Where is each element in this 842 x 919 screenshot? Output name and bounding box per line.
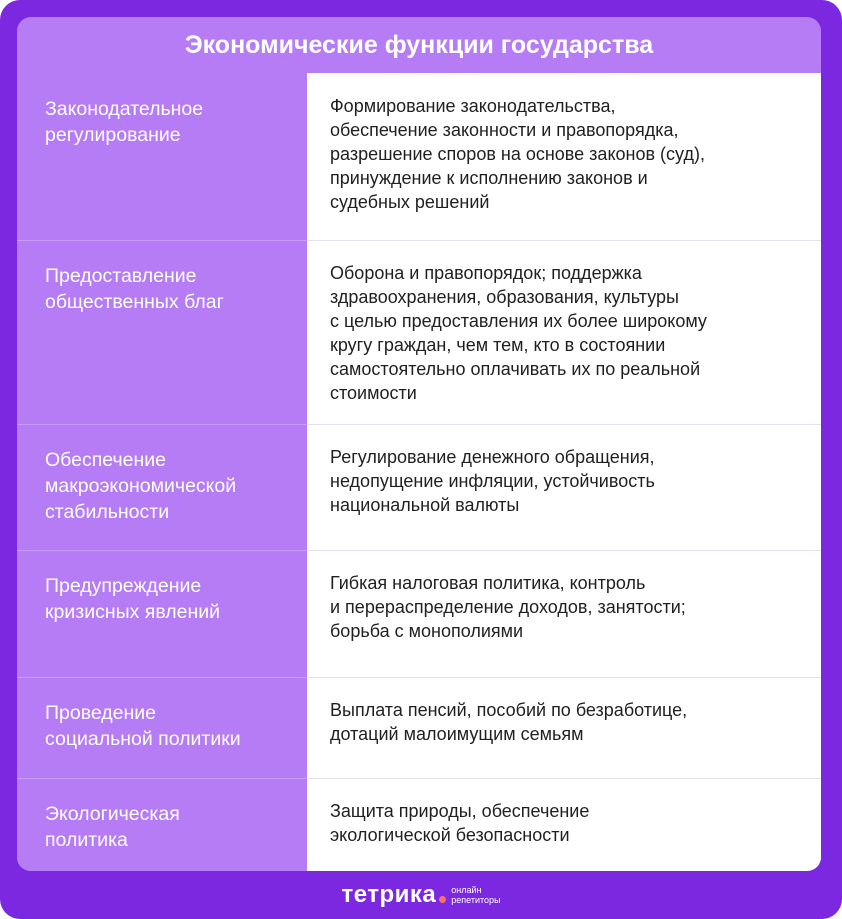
row-divider — [17, 550, 307, 551]
function-description: Регулирование денежного обращения, недопущение инфляции, устойчивость национальной валюты — [307, 424, 821, 550]
logo-tagline: онлайн репетиторы — [451, 885, 501, 905]
function-description: Защита природы, обеспечение экологической безопасности — [307, 778, 821, 871]
table-row — [17, 550, 821, 677]
function-name: Предоставление общественных благ — [17, 240, 307, 424]
table-row — [17, 73, 821, 240]
table-title: Экономические функции государства — [17, 17, 821, 73]
table-row — [17, 677, 821, 778]
function-description: Гибкая налоговая политика, контроль и перераспределение доходов, занятости; борьба с монополиями — [307, 550, 821, 677]
row-divider — [307, 677, 821, 678]
functions-table — [17, 73, 821, 871]
table-row — [17, 778, 821, 871]
row-divider — [307, 550, 821, 551]
row-divider — [17, 677, 307, 678]
function-name: Обеспечение макроэкономической стабильности — [17, 424, 307, 550]
function-description: Формирование законодательства, обеспечение законности и правопорядка, разрешение споров на основе законов (суд), принуждение к исполнению законов и судебных решений — [307, 73, 821, 240]
row-divider — [307, 240, 821, 241]
row-divider — [307, 424, 821, 425]
function-description: Оборона и правопорядок; поддержка здравоохранения, образования, культуры с целью предоставления их более широкому кругу граждан, чем тем, кто в состоянии самостоятельно оплачивать их по реальной стоимости — [307, 240, 821, 424]
function-name: Проведение социальной политики — [17, 677, 307, 778]
brand-logo — [0, 871, 842, 919]
logo-dot-icon — [439, 896, 446, 903]
table-row — [17, 240, 821, 424]
function-name: Предупреждение кризисных явлений — [17, 550, 307, 677]
table-row — [17, 424, 821, 550]
row-divider — [17, 240, 307, 241]
row-divider — [17, 778, 307, 779]
row-divider — [17, 424, 307, 425]
function-name: Экологическая политика — [17, 778, 307, 871]
logo-wordmark: тетрика — [341, 881, 437, 908]
function-description: Выплата пенсий, пособий по безработице, дотаций малоимущим семьям — [307, 677, 821, 778]
function-name: Законодательное регулирование — [17, 73, 307, 240]
row-divider — [307, 778, 821, 779]
